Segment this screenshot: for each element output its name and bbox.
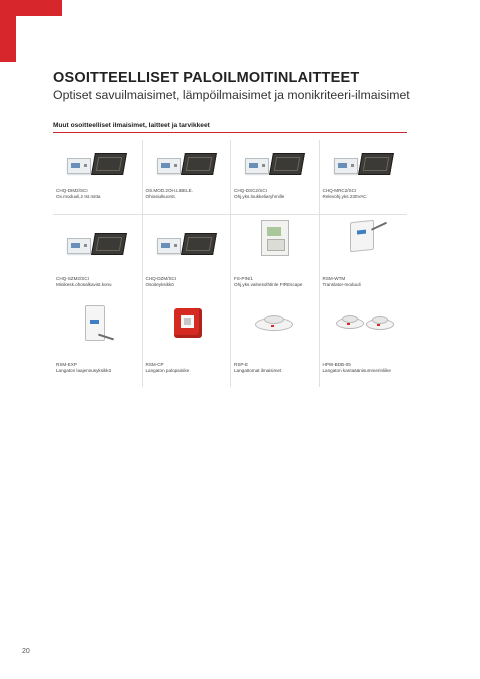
product-description: Langaton laajennusyksikkö (56, 368, 112, 374)
product-caption (146, 188, 193, 201)
product-cell (53, 140, 142, 214)
product-code: CHQ-MRC2/SCI (322, 188, 357, 193)
product-cell (142, 301, 231, 387)
product-code: CHQ-DSC2/SCI (234, 188, 267, 193)
product-cell (230, 215, 319, 301)
product-caption (56, 188, 100, 201)
controller-module-image (157, 153, 217, 175)
product-code: RSM-EXP (56, 362, 77, 367)
product-cell (319, 140, 408, 214)
product-code: CHQ-DZM/SCI (145, 276, 177, 281)
corner-accent-vertical (0, 0, 16, 62)
manual-call-point-image (174, 308, 202, 338)
product-code: CHQ-DIM2/SCI (56, 188, 88, 193)
product-code: HPW-BDB-05 (322, 362, 351, 367)
product-code: OS.MOD.2OH.LIBELE. (145, 188, 193, 193)
detector-image (336, 315, 362, 327)
controller-module-image (245, 153, 305, 175)
product-caption (146, 276, 177, 289)
smoke-detector-image (255, 315, 291, 329)
product-row (53, 301, 407, 387)
product-description: Langaton palopainike (145, 368, 190, 374)
page-title: OSOITTEELLISET PALOILMOITINLAITTEET (53, 70, 360, 86)
product-caption (56, 276, 112, 289)
product-caption (323, 188, 367, 201)
product-caption (323, 362, 391, 375)
product-description: Ohj.yks.valnesolhtinle FIREscape (234, 282, 303, 288)
product-cell (142, 140, 231, 214)
product-description: Langattomat ilmaisimet (234, 368, 282, 374)
product-caption (323, 276, 361, 289)
product-cell (319, 301, 408, 387)
product-row (53, 214, 407, 301)
product-cell (53, 215, 142, 301)
product-cell (319, 215, 408, 301)
product-description: Minikesk.ohosalkavist.konv. (56, 282, 113, 288)
controller-module-image (67, 233, 127, 255)
product-cell (230, 140, 319, 214)
product-code: RSM-WTM (322, 276, 346, 281)
product-code: RSP-E (234, 362, 249, 367)
product-description: Relevohj.yks.230VAC (322, 194, 367, 200)
product-description: Translator-moduuli (322, 282, 361, 288)
product-description: Ox.moduuli,2 tst.mitta (56, 194, 101, 200)
product-caption (234, 276, 302, 289)
product-description: Osoiteyksikkö (145, 282, 174, 288)
product-cell (230, 301, 319, 387)
page-subtitle: Optiset savuilmaisimet, lämpöilmaisimet ja monikriteeri-ilmaisimet (53, 88, 410, 102)
section-heading: Muut osoitteelliset ilmaisimet, laitteet ja tarvikkeet (53, 122, 210, 129)
product-cell (53, 301, 142, 387)
product-code: FS-PIN/1 (234, 276, 253, 281)
detector-image (366, 316, 392, 328)
page-number: 20 (22, 648, 30, 655)
product-caption (146, 362, 190, 375)
product-caption (234, 362, 281, 375)
product-code: CHQ-SZM2/SCI (56, 276, 89, 281)
product-description: Ohiosiulkuorst. (145, 194, 176, 200)
product-description: Ohj.yks.loukkeliaryhmille (234, 194, 285, 200)
controller-module-image (334, 153, 394, 175)
product-caption (56, 362, 111, 375)
wireless-translator-image (350, 220, 374, 253)
product-code: RSM-CP (145, 362, 164, 367)
product-description: Langaton kantaäänisummerinliike (322, 368, 391, 374)
controller-module-image (157, 233, 217, 255)
product-grid (53, 140, 407, 387)
product-row (53, 140, 407, 214)
product-cell (142, 215, 231, 301)
product-caption (234, 188, 284, 201)
controller-module-image (67, 153, 127, 175)
section-divider (53, 132, 407, 133)
wireless-expander-image (85, 305, 105, 341)
wall-panel-image (261, 220, 289, 256)
